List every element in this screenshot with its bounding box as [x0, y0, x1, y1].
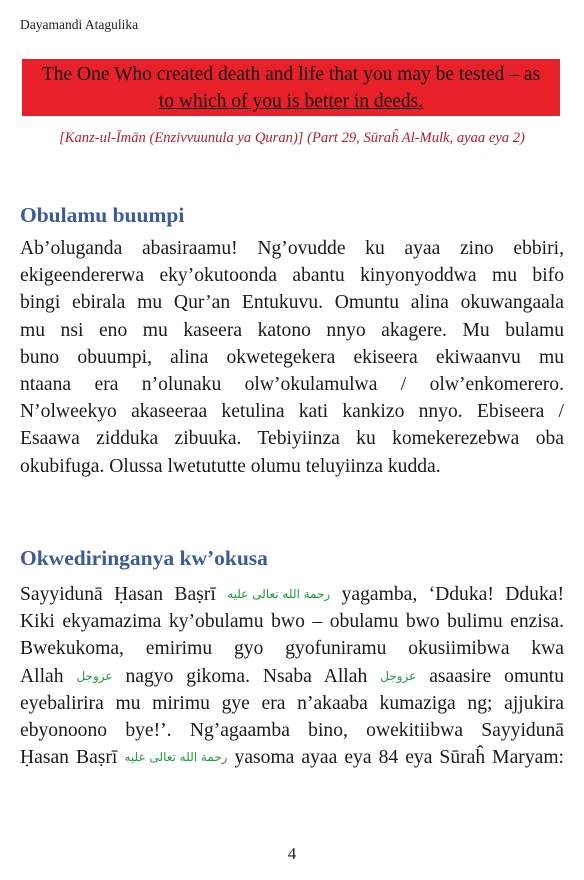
paragraph-line [20, 744, 564, 771]
quran-verse-translation [22, 61, 560, 115]
paragraph-line: okubifuga. Olussa lwetututte olumu teluyiinza kudda. [20, 455, 441, 477]
paragraph-line: buno obuumpi, alina okwetegekera ekiseera ekiwaanvu mu [20, 346, 564, 368]
paragraph-line: ntaana era n’olunaku olw’okulamulwa / olw’enkomerero. [20, 373, 564, 395]
text-segment: asaasire omuntu [429, 665, 565, 687]
paragraph-line: ekigeendererwa eky’okutoonda abantu kinyonyoddwa mu bifo [20, 265, 564, 287]
paragraph-line: Kiki ekyamazima ky’obulamu bwo – obulamu bwo bulimu enzisa. [20, 611, 564, 633]
running-head: Dayamandi Atagulika [20, 17, 139, 32]
paragraph-line: bingi ebirala mu Qur’an Entukuvu. Omuntu alina okuwangaala [20, 292, 564, 314]
paragraph-line: Bwekukoma, emirimu gyo gyofuniramu okusiimibwa kwa [20, 638, 564, 660]
paragraph-line: mu nsi eno mu kaseera katono nnyo akagere. Mu bulamu [20, 319, 564, 341]
paragraph-line [20, 663, 564, 690]
verse-line-1: The One Who created death and life that you may be tested – as [41, 64, 541, 85]
paragraph-line: Ab’oluganda abasiraamu! Ng’ovudde ku ayaa zino ebbiri, [20, 238, 564, 259]
text-segment: yagamba, ‘Dduka! Dduka! [341, 584, 564, 605]
paragraph-line [20, 581, 564, 608]
honorific-azza-wa-jalla-calligraphy: عزوجل [380, 668, 417, 683]
honorific-azza-wa-jalla-calligraphy: عزوجل [76, 668, 113, 683]
text-segment: Allah [20, 665, 64, 687]
honorific-rahmatullah-calligraphy: رحمة الله تعالى عليه [124, 750, 228, 765]
text-segment: yasoma ayaa eya 84 eya Sūraĥ Maryam: [234, 747, 565, 769]
verse-line-2: to which of you is better in deeds. [158, 91, 424, 112]
section-heading-okwediringanya: Okwediringanya kw’okusa [20, 546, 268, 570]
text-segment: Ḥasan Baṣrī [20, 747, 118, 769]
paragraph-line: eyebalirira mu mirimu gye era n’akaaba kumaziga ng; ajjukira [20, 692, 564, 714]
honorific-rahmatullah-calligraphy: رحمة الله تعالى عليه [227, 587, 331, 601]
text-segment: Sayyidunā Ḥasan Baṣrī [20, 584, 216, 605]
paragraph-okwediringanya [20, 581, 564, 771]
section-heading-obulamu-buumpi: Obulamu buumpi [20, 203, 185, 227]
page-number: 4 [287, 844, 297, 863]
paragraph-obulamu-buumpi [20, 235, 564, 480]
text-segment: nagyo gikoma. Nsaba Allah [125, 665, 368, 687]
paragraph-line: ebyonoono bye!’. Ng’agaamba bino, owekitiibwa Sayyidunā [20, 719, 564, 741]
paragraph-line: Esaawa zidduka zibuuka. Tebiyiinza ku komekerezebwa oba [20, 428, 564, 450]
paragraph-line: N’olweekyo akaseeraa ketulina kati kankizo nnyo. Ebiseera / [20, 401, 564, 423]
verse-citation: [Kanz-ul-Īmān (Enzivvuunula ya Quran)] (Part 29, Sūraĥ Al-Mulk, ayaa eya 2) [59, 130, 525, 146]
